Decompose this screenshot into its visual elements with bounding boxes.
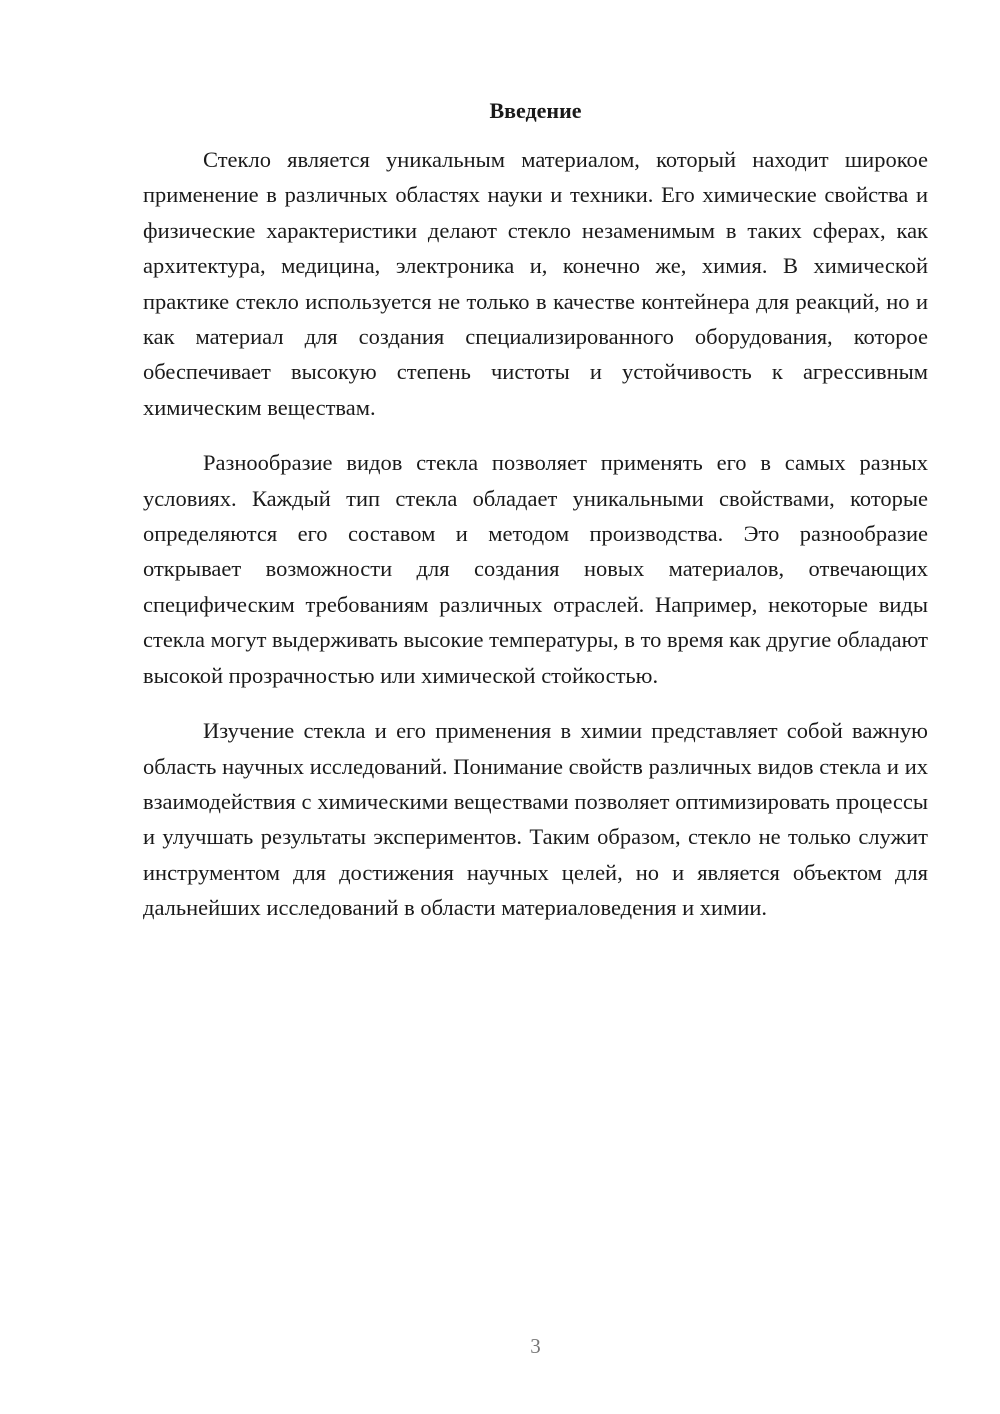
document-page	[143, 0, 928, 1414]
section-title: Введение	[489, 98, 582, 123]
body-text	[143, 142, 928, 926]
paragraph-2: Разнообразие видов стекла позволяет применять его в самых разных условиях. Каждый тип стекла обладает уникальными свойствами, которые определяются его составом и методом производства. Это разнообразие открывает возможности для создания новых материалов, отвечающих специфическим требованиям различных отраслей. Например, некоторые виды стекла могут выдерживать высокие температуры, в то время как другие обладают высокой прозрачностью или химической стойкостью.	[143, 450, 928, 688]
paragraph-3: Изучение стекла и его применения в химии представляет собой важную область научных исследований. Понимание свойств различных видов стекла и их взаимодействия с химическими веществами позволяет оптимизировать процессы и улучшать результаты экспериментов. Таким образом, стекло не только служит инструментом для достижения научных целей, но и является объектом для дальнейших исследований в области материаловедения и химии.	[143, 718, 928, 921]
page-number: 3	[530, 1334, 541, 1358]
paragraph-1: Стекло является уникальным материалом, который находит широкое применение в различных областях науки и техники. Его химические свойства и физические характеристики делают стекло незаменимым в таких сферах, как архитектура, медицина, электроника и, конечно же, химия. В химической практике стекло используется не только в качестве контейнера для реакций, но и как материал для создания специализированного оборудования, которое обеспечивает высокую степень чистоты и устойчивость к агрессивным химическим веществам.	[143, 147, 928, 420]
